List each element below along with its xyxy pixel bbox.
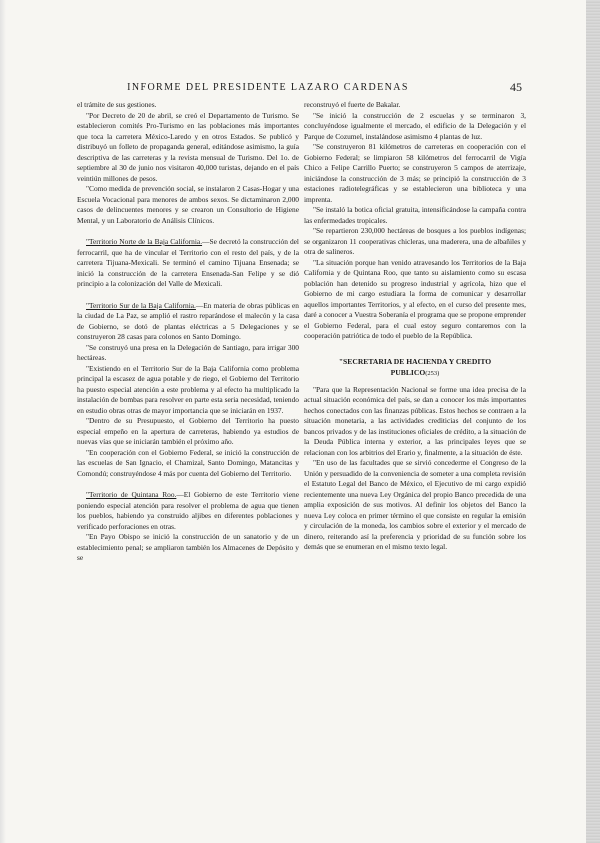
paragraph-body: —En materia de obras públicas en la ciudad de La Paz, se amplió el rastro reparándose el malecón y la casa de Gobierno, se dotó de plantas eléctricas a 5 Delegaciones y se construyeron 28 casas para colonos en Santo Domingo.: [77, 300, 299, 341]
page-left-edge: [0, 0, 6, 843]
paragraph: "Existiendo en el Territorio Sur de la Baja California como problema principal la escasez de agua potable y de riego, el Gobierno del Territorio ha puesto especial atención a este problema y al efecto ha multiplicado la instalación de bombas para resolver en parte esta seria necesidad, teniendo en estudio obras otras de mayor importancia que se iniciarán en 1937.: [77, 363, 299, 415]
section-note: (253): [425, 369, 440, 377]
section-title-line-1: "SECRETARIA DE HACIENDA Y CREDITO: [338, 356, 492, 366]
paragraph: "Se inició la construcción de 2 escuelas y se terminaron 3, concluyéndose igualmente el mercado, el edificio de la Delegación y el Parque de Cozumel, instalándose asimismo 4 plantas de luz.: [304, 110, 526, 141]
subsection-heading: "Territorio Norte de la Baja California.: [86, 237, 203, 246]
left-column: [77, 100, 299, 564]
paragraph: "En uso de las facultades que se sirvió concederme el Congreso de la Unión y persuadido de la conveniencia de someter a una completa revisión el Estatuto Legal del Banco de México, el Ejecutivo de mi cargo expidió recientemente una nueva Ley Orgánica del propio Banco precedida de una amplia exposición de sus motivos. Al definir los objetos del Banco la nueva Ley coloca en primer término el que consiste en regular la emisión y circulación de la moneda, los cambios sobre el exterior y el mercado de dinero, reiterando así la preferencia y prioridad de su función sobre los demás que se enumeran en el mismo texto legal.: [304, 458, 526, 551]
paragraph: "En cooperación con el Gobierno Federal, se inició la construcción de las escuelas de San Ignacio, el Chamizal, Santo Domingo, Matancitas y Comondú; construyéndose 4 más por cuenta del Gobierno del Territorio.: [77, 447, 299, 478]
paragraph: "Se construyeron 81 kilómetros de carreteras en cooperación con el Gobierno Federal; se limpiaron 58 kilómetros del ferrocarril de Vigía Chico a Felipe Carrillo Puerto; se construyeron 5 campos de aterrizaje, iniciándose la construcción de 3 más; se principió la construcción de 3 estaciones radiotelegráficas y se establecieron una biblioteca y una imprenta.: [304, 142, 526, 204]
paragraph: [77, 490, 299, 532]
paragraph: reconstruyó el fuerte de Bakalar.: [304, 100, 401, 109]
running-head: INFORME DEL PRESIDENTE LAZARO CARDENAS: [127, 82, 409, 93]
paragraph: "Se instaló la botica oficial gratuita, intensificándose la campaña contra las enfermedades tropicales.: [304, 205, 526, 225]
paragraph: "Por Decreto de 20 de abril, se creó el Departamento de Turismo. Se establecieron comités Pro-Turismo en las poblaciones más importantes que toca la carretera México-Laredo y en otros Estados. Se publicó y distribuyó un folleto de propaganda general, editándose asimismo, la guía descriptiva de las carreteras y la revista mensual de Turismo. Del 1o. de septiembre al 30 de junio nos visitaron 40,000 turistas, dejando en el país veintiún millones de pesos.: [77, 110, 299, 183]
paragraph-body: —El Gobierno de este Territorio viene poniendo especial atención para resolver el problema de agua que tienen los pueblos, habiendo ya construido aljibes en diferentes poblaciones y verificado perforaciones en otras.: [77, 490, 299, 531]
paragraph: "La situación porque han venido atravesando los Territorios de la Baja California y de Quintana Roo, que tanto su aislamiento como su escasa población han detenido su progreso industrial y agrícola, hizo que el Gobierno de mi cargo estudiara la forma de comunicar y desarrollar aquellos importantes Territorios, y al efecto, en el curso del presente mes, daré a conocer a Vuestra Soberanía el programa que se propone emprender el Gobierno Federal, para el cual estoy seguro contaremos con la cooperación patriótica de todo el pueblo de la República.: [304, 257, 526, 340]
paragraph: [77, 237, 299, 290]
paragraph: "Para que la Representación Nacional se forme una idea precisa de la actual situación económica del país, se dan a conocer los más importantes hechos conectados con las finanzas públicas. Estos hechos se contraen a la situación monetaria, a las actividades crediticias del conjunto de los bancos privados y de las instituciones oficiales de crédito, a la situación de la Deuda Pública interna y exterior, a las principales leyes que se relacionan con los arbitrios del Erario y, finalmente, a la situación de éste.: [304, 384, 526, 457]
paragraph: [77, 301, 299, 343]
subsection-heading: "Territorio Sur de la Baja California.: [86, 300, 196, 310]
paragraph: "Se construyó una presa en la Delegación de Santiago, para irrigar 300 hectáreas.: [77, 342, 299, 362]
right-column: [304, 100, 526, 553]
paragraph: "En Payo Obispo se inició la construcción de un sanatorio y de un establecimiento penal; se ampliaron también los Almacenes de Depósito y se: [77, 532, 299, 562]
page-number: 45: [510, 80, 522, 94]
paragraph-body: —Se decretó la construcción del ferrocarril, que ha de vincular el Territorio con el resto del país, y de la carretera Tijuana-Mexicali. Se terminó el camino Tijuana Ensenada; se inició la construcción de la carretera Ensenada-San Felipe y se dió principio a la colonización del Valle de Mexicali.: [77, 237, 299, 288]
page-right-edge: [586, 0, 600, 843]
paragraph: "Como medida de prevención social, se instalaron 2 Casas-Hogar y una Escuela Vocacional para menores de ambos sexos. Se dictaminaron 2,000 casos de delincuentes menores y se crearon un Consultorio de Higiene Mental, y un Laboratorio de Análisis Clínicos.: [77, 184, 299, 225]
paragraph: el trámite de sus gestiones.: [77, 100, 157, 109]
paragraph: "Se repartieron 230,000 hectáreas de bosques a los pueblos indígenas; se organizaron 11 cooperativas chicleras, una maderera, una de albañiles y otra de salineros.: [304, 226, 526, 256]
section-title-line-2: PUBLICO: [390, 367, 426, 377]
paragraph: "Dentro de su Presupuesto, el Gobierno del Territorio ha puesto especial empeño en la apertura de carreteras, habiendo ya estudios de nuevas vías que se iniciarán también el próximo año.: [77, 416, 299, 446]
subsection-heading: "Territorio de Quintana Roo.: [86, 490, 177, 499]
section-title: [304, 356, 526, 379]
